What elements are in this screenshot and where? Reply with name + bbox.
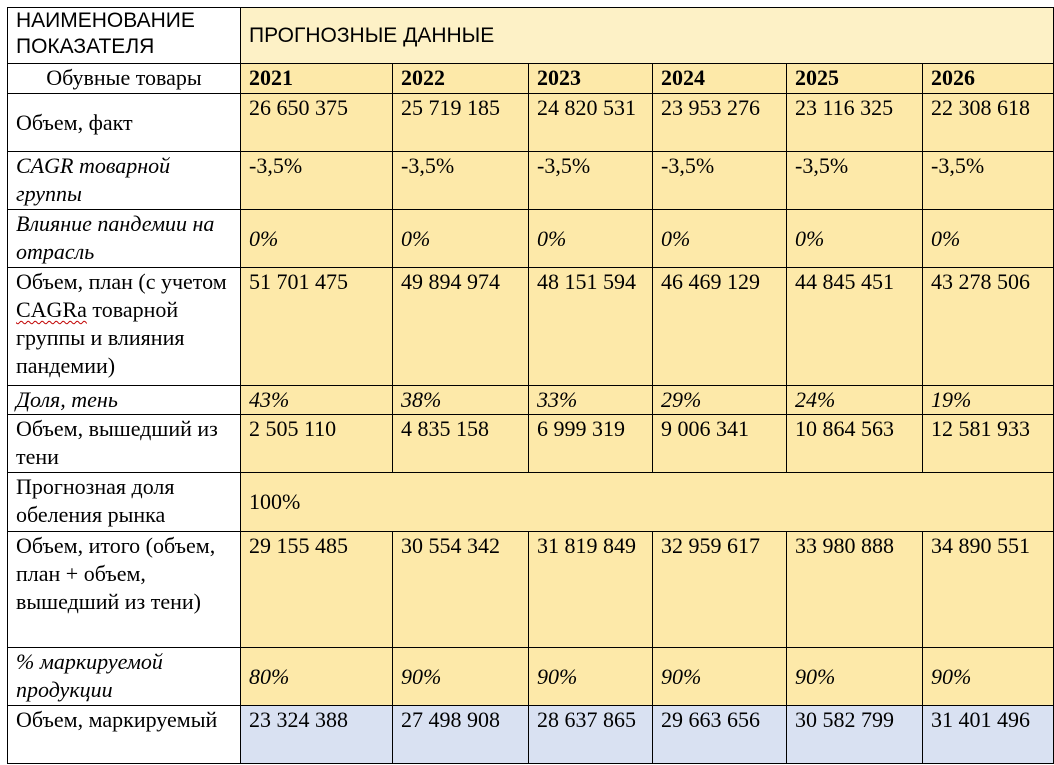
value-cell: 4 835 158 — [393, 415, 529, 473]
row-label: % маркируемой продукции — [8, 648, 241, 706]
row-label: Прогнозная доля обеления рынка — [8, 473, 241, 532]
value-cell: 33 980 888 — [787, 532, 923, 648]
year-cell: 2024 — [653, 64, 787, 94]
value-cell: -3,5% — [393, 152, 529, 210]
value-cell: 31 401 496 — [923, 706, 1054, 764]
value-cell: 43 278 506 — [923, 268, 1054, 386]
value-cell: 24 820 531 — [529, 94, 653, 152]
value-cell: 26 650 375 — [241, 94, 393, 152]
value-cell: 23 324 388 — [241, 706, 393, 764]
value-cell: 12 581 933 — [923, 415, 1054, 473]
header-name-col: НАИМЕНОВАНИЕ ПОКАЗАТЕЛЯ — [8, 8, 241, 64]
value-cell: 27 498 908 — [393, 706, 529, 764]
row-label: Объем, факт — [8, 94, 241, 152]
value-cell: 38% — [393, 386, 529, 415]
value-cell: -3,5% — [653, 152, 787, 210]
value-cell: 29% — [653, 386, 787, 415]
value-cell: 0% — [529, 210, 653, 268]
value-cell: 0% — [241, 210, 393, 268]
value-cell: -3,5% — [787, 152, 923, 210]
year-cell: 2026 — [923, 64, 1054, 94]
value-cell: 30 582 799 — [787, 706, 923, 764]
row-volume-plan — [8, 268, 1054, 386]
year-cell: 2025 — [787, 64, 923, 94]
value-cell: 49 894 974 — [393, 268, 529, 386]
row-label-part: CAGRa — [16, 297, 87, 322]
row-label: Влияние пандемии на отрасль — [8, 210, 241, 268]
row-volume-marked — [8, 706, 1054, 764]
row-volume-total — [8, 532, 1054, 648]
header-forecast: ПРОГНОЗНЫЕ ДАННЫЕ — [241, 8, 1054, 64]
forecast-table — [7, 7, 1054, 764]
group-label: Обувные товары — [8, 64, 241, 94]
row-marked-share — [8, 648, 1054, 706]
value-cell: 10 864 563 — [787, 415, 923, 473]
value-cell: 33% — [529, 386, 653, 415]
row-label — [8, 268, 241, 386]
value-cell: 90% — [923, 648, 1054, 706]
row-out-of-shadow — [8, 415, 1054, 473]
years-row — [8, 64, 1054, 94]
row-volume-fact — [8, 94, 1054, 152]
row-label: CAGR товарной группы — [8, 152, 241, 210]
value-cell: 32 959 617 — [653, 532, 787, 648]
value-cell: 29 663 656 — [653, 706, 787, 764]
value-cell: 0% — [923, 210, 1054, 268]
row-cagr — [8, 152, 1054, 210]
value-cell: 30 554 342 — [393, 532, 529, 648]
value-cell: 25 719 185 — [393, 94, 529, 152]
value-cell: 51 701 475 — [241, 268, 393, 386]
value-cell: 46 469 129 — [653, 268, 787, 386]
value-cell: 0% — [787, 210, 923, 268]
value-cell: 100% — [241, 473, 1054, 532]
value-cell: -3,5% — [529, 152, 653, 210]
row-pandemic — [8, 210, 1054, 268]
value-cell: 0% — [653, 210, 787, 268]
row-whitening — [8, 473, 1054, 532]
header-row — [8, 8, 1054, 64]
value-cell: 22 308 618 — [923, 94, 1054, 152]
value-cell: 28 637 865 — [529, 706, 653, 764]
row-shadow-share — [8, 386, 1054, 415]
year-cell: 2021 — [241, 64, 393, 94]
value-cell: 90% — [653, 648, 787, 706]
value-cell: 90% — [787, 648, 923, 706]
value-cell: -3,5% — [241, 152, 393, 210]
value-cell: 43% — [241, 386, 393, 415]
value-cell: 24% — [787, 386, 923, 415]
value-cell: 90% — [529, 648, 653, 706]
value-cell: 29 155 485 — [241, 532, 393, 648]
row-label-part: Объем, план (с учетом — [16, 269, 227, 294]
row-label: Объем, маркируемый — [8, 706, 241, 764]
value-cell: 23 953 276 — [653, 94, 787, 152]
year-cell: 2022 — [393, 64, 529, 94]
year-cell: 2023 — [529, 64, 653, 94]
value-cell: 19% — [923, 386, 1054, 415]
value-cell: 23 116 325 — [787, 94, 923, 152]
value-cell: 6 999 319 — [529, 415, 653, 473]
value-cell: 90% — [393, 648, 529, 706]
value-cell: 48 151 594 — [529, 268, 653, 386]
value-cell: 9 006 341 — [653, 415, 787, 473]
value-cell: -3,5% — [923, 152, 1054, 210]
value-cell: 44 845 451 — [787, 268, 923, 386]
value-cell: 80% — [241, 648, 393, 706]
row-label: Объем, итого (объем, план + объем, вышедший из тени) — [8, 532, 241, 648]
row-label: Объем, вышедший из тени — [8, 415, 241, 473]
value-cell: 2 505 110 — [241, 415, 393, 473]
value-cell: 31 819 849 — [529, 532, 653, 648]
row-label: Доля, тень — [8, 386, 241, 415]
row-label-part: товарной группы и влияния пандемии) — [16, 297, 185, 378]
value-cell: 0% — [393, 210, 529, 268]
value-cell: 34 890 551 — [923, 532, 1054, 648]
